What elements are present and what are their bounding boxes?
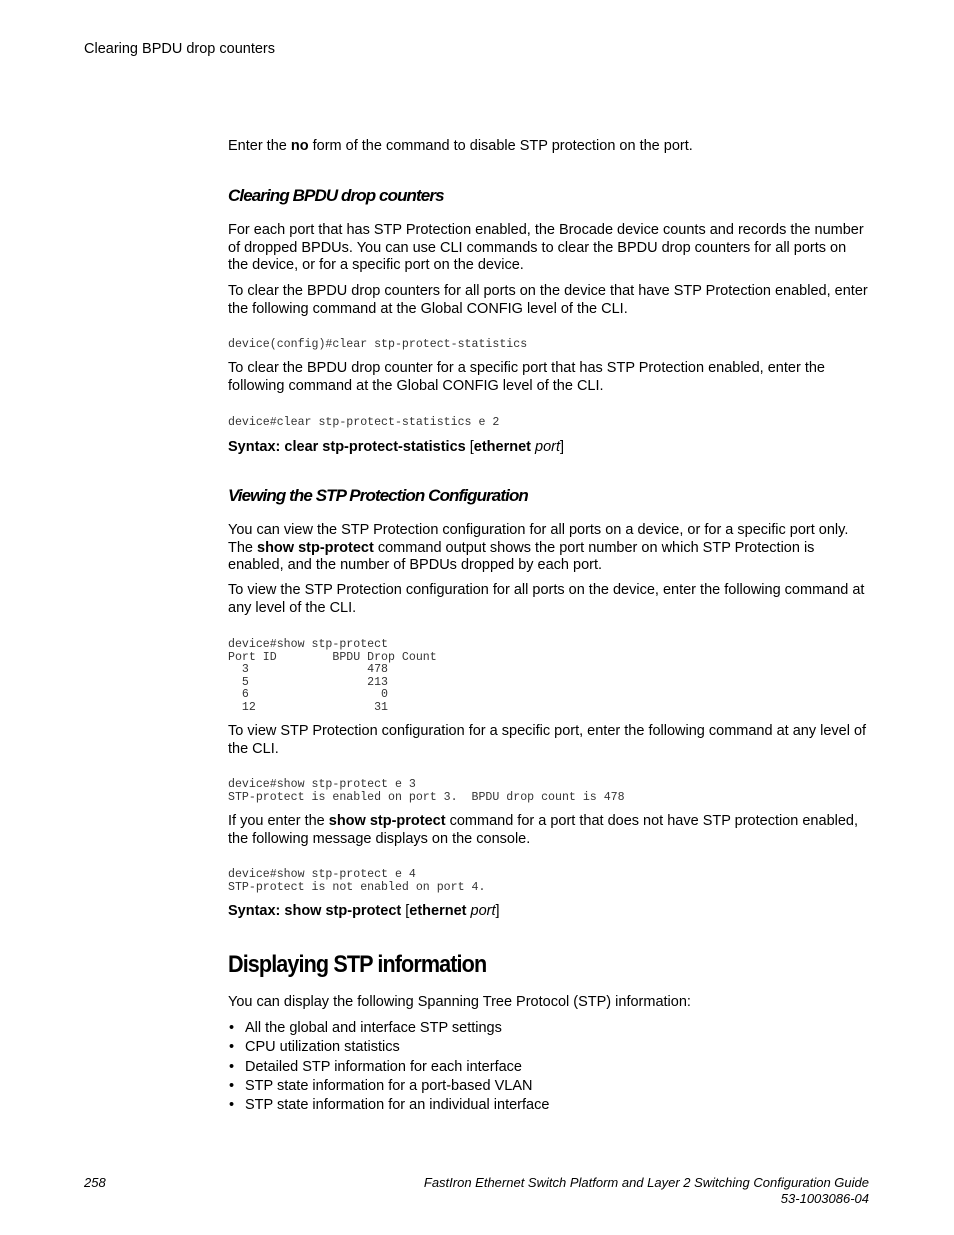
code-show-stp-protect: device#show stp-protect Port ID BPDU Drop Count 3 478 5 213 6 0 12 31: [228, 638, 437, 714]
heading-displaying-stp-information: Displaying STP information: [228, 951, 487, 978]
code-clear-all: device(config)#clear stp-protect-statistics: [228, 338, 528, 351]
running-header: Clearing BPDU drop counters: [84, 41, 276, 57]
heading-clearing-bpdu-drop-counters: Clearing BPDU drop counters: [228, 186, 444, 205]
clear-paragraph-2: To clear the BPDU drop counters for all ports on the device that have STP Protection enabled, enter the following command at the Global CONFIG level of the CLI.: [228, 283, 868, 317]
footer-doc-number: 53-1003086-04: [780, 1191, 869, 1206]
footer-doc-info: [424, 1175, 869, 1207]
code-show-stp-protect-port: device#show stp-protect e 3 STP-protect is enabled on port 3. BPDU drop count is 478: [228, 778, 625, 804]
page-number: 258: [84, 1175, 106, 1190]
clear-paragraph-3: To clear the BPDU drop counter for a specific port that has STP Protection enabled, enter the following command at the Global CONFIG level of the CLI.: [228, 360, 825, 394]
list-item: • CPU utilization statistics: [228, 1038, 868, 1057]
intro-paragraph: Enter the no form of the command to disable STP protection on the port.: [228, 138, 693, 154]
view-paragraph-2: To view the STP Protection configuration for all ports on the device, enter the following command at any level of the CLI.: [228, 582, 865, 616]
no-keyword: no: [290, 138, 309, 154]
view-paragraph-4: If you enter the show stp-protect command for a port that does not have STP protection enabled, the following message displays on the console.: [228, 813, 859, 847]
code-show-stp-protect-not-enabled: device#show stp-protect e 4 STP-protect is not enabled on port 4.: [228, 868, 486, 894]
footer-guide-title: FastIron Ethernet Switch Platform and Layer 2 Switching Configuration Guide: [423, 1175, 869, 1190]
stp-info-list: [228, 1019, 868, 1115]
code-clear-port: device#clear stp-protect-statistics e 2: [228, 416, 500, 429]
syntax-show: Syntax: show stp-protect [ethernet port]: [228, 903, 500, 919]
list-item: • STP state information for a port-based VLAN: [228, 1077, 868, 1096]
view-paragraph-1: You can view the STP Protection configuration for all ports on a device, or for a specific port only. The show stp-protect command output shows the port number on which STP Protection is enabled, and the number of BPDUs dropped by each port.: [228, 522, 849, 573]
list-item: • All the global and interface STP settings: [228, 1019, 868, 1038]
display-intro: You can display the following Spanning Tree Protocol (STP) information:: [228, 994, 691, 1010]
syntax-clear: Syntax: clear stp-protect-statistics [ethernet port]: [228, 439, 565, 455]
clear-paragraph-1: For each port that has STP Protection enabled, the Brocade device counts and records the number of dropped BPDUs. You can use CLI commands to clear the BPDU drop counters for all ports on the device, or for a specific port on the device.: [228, 222, 864, 273]
view-paragraph-3: To view STP Protection configuration for a specific port, enter the following command at any level of the CLI.: [228, 723, 867, 757]
list-item: • Detailed STP information for each interface: [228, 1058, 868, 1077]
heading-viewing-stp-protection: Viewing the STP Protection Configuration: [228, 486, 528, 505]
list-item: • STP state information for an individual interface: [228, 1096, 868, 1115]
